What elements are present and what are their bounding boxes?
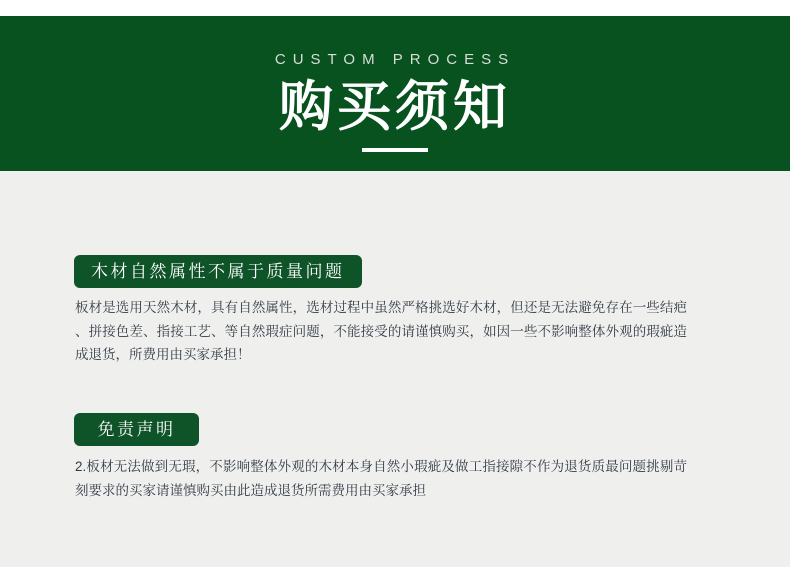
page-title: 购买须知: [279, 77, 511, 137]
disclaimer-label: 免责声明: [74, 413, 199, 446]
purchase-notice-banner: [0, 16, 790, 171]
notice-content: [0, 171, 790, 567]
disclaimer-text: 2.板材无法做到无瑕，不影响整体外观的木材本身自然小瑕疵及做工指接隙不作为退货质最问题挑剔苛刻要求的买家请谨慎购买由此造成退货所需费用由买家承担: [75, 459, 687, 498]
title-underline: [362, 148, 428, 152]
wood-properties-text: 板材是选用天然木材，具有自然属性，选材过程中虽然严格挑选好木材，但还是无法避免存在一些结疤、拼接色差、指接工艺、等自然瑕症问题，不能接受的请谨慎购买，如因一些不影响整体外观的瑕疵造成退货，所费用由买家承担！: [75, 300, 687, 362]
banner-subtitle: CUSTOM PROCESS: [274, 51, 516, 68]
wood-properties-label: 木材自然属性不属于质量问题: [74, 255, 362, 288]
